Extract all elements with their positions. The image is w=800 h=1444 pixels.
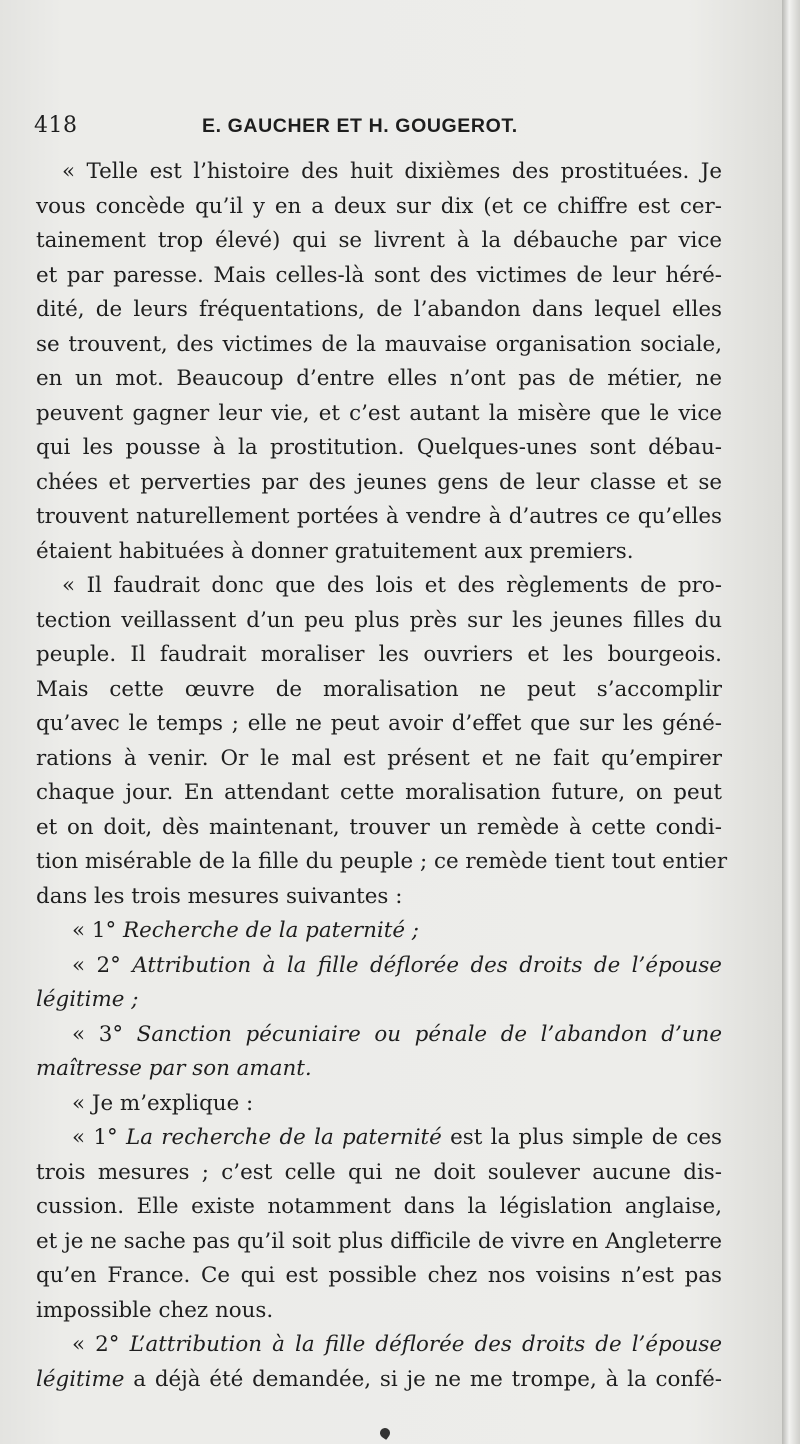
paragraph-two-line: [36, 1363, 722, 1398]
paragraph-two-start: [36, 1328, 722, 1363]
text-line: et par paresse. Mais celles-là sont des victimes de leur héré-: [36, 262, 722, 288]
measure-number: « 1°: [72, 918, 117, 943]
text-line: se trouvent, des victimes de la mauvaise organisation sociale,: [36, 331, 722, 357]
page-number: 418: [34, 113, 78, 138]
measure-two: [36, 949, 722, 984]
text-line: dité, de leurs fréquentations, de l’abandon dans lequel elles: [36, 297, 722, 322]
text-line: dans les trois mesures suivantes :: [36, 883, 403, 909]
text-line: tection veillassent d’un peu plus près sur les jeunes filles du: [36, 607, 722, 633]
text-line: vous concède qu’il y en a deux sur dix (et ce chiffre est cer-: [36, 193, 722, 219]
text-line: tion misérable de la fille du peuple ; ce remède tient tout entier: [36, 849, 728, 874]
text-line: chées et perverties par des jeunes gens de leur classe et se: [36, 469, 722, 495]
text-line: qui les pousse à la prostitution. Quelques-unes sont débau-: [36, 435, 722, 460]
measure-three: [36, 1018, 722, 1053]
body-text: [36, 155, 728, 1397]
text-line: chaque jour. En attendant cette moralisation future, on peut: [36, 780, 722, 805]
text-line: qu’avec le temps ; elle ne peut avoir d’effet que sur les géné-: [36, 711, 722, 736]
text-line: « Il faudrait donc que des lois et des règlements de pro-: [62, 573, 722, 598]
text-line: et on doit, dès maintenant, trouver un remède à cette condi-: [36, 814, 722, 840]
measure-text: Attribution à la fille déflorée des droits de l’épouse: [132, 952, 722, 978]
text-line: étaient habituées à donner gratuitement aux premiers.: [36, 538, 634, 564]
measure-number: « 3°: [72, 1021, 124, 1047]
measure-one: [36, 914, 722, 949]
explanation-intro: « Je m’explique :: [72, 1090, 254, 1116]
ink-mark: [378, 1426, 392, 1440]
page-edge: [782, 0, 800, 1444]
emphasis: légitime: [36, 1366, 125, 1392]
measure-text: Sanction pécuniaire ou pénale de l’abandon d’une: [136, 1021, 722, 1047]
text-line: « Telle est l’histoire des huit dixièmes des prostituées. Je: [62, 159, 722, 184]
text-line: qu’en France. Ce qui est possible chez nos voisins n’est pas: [36, 1263, 722, 1288]
text-line: tainement trop élevé) qui se livrent à la débauche par vice: [36, 228, 722, 253]
text-line: en un mot. Beaucoup d’entre elles n’ont pas de métier, ne: [36, 366, 722, 391]
text-line: Mais cette œuvre de moralisation ne peut s’accomplir: [36, 676, 722, 702]
text-line: cussion. Elle existe notamment dans la législation anglaise,: [36, 1194, 722, 1219]
text-line: trois mesures ; c’est celle qui ne doit soulever aucune dis-: [36, 1159, 722, 1185]
text-line: trouvent naturellement portées à vendre à d’autres ce qu’elles: [36, 504, 722, 529]
page-header: [34, 113, 734, 145]
text-line: impossible chez nous.: [36, 1297, 274, 1323]
measure-three-continued: maîtresse par son amant.: [36, 1056, 312, 1081]
emphasis: L’attribution à la fille déflorée des droits de l’épouse: [129, 1332, 722, 1357]
text-line: et je ne sache pas qu’il soit plus difficile de vivre en Angleterre: [36, 1228, 722, 1254]
paragraph-one-start: [36, 1121, 722, 1156]
text-fragment: a déjà été demandée, si je ne me trompe, à la confé-: [133, 1366, 722, 1392]
running-head: E. GAUCHER ET H. GOUGEROT.: [202, 115, 518, 137]
emphasis: La recherche de la paternité: [125, 1125, 442, 1150]
text-line: rations à venir. Or le mal est présent et ne fait qu’empirer: [36, 745, 722, 771]
measure-number: « 2°: [72, 952, 121, 978]
measure-number: « 1°: [72, 1125, 118, 1150]
text-line: peuple. Il faudrait moraliser les ouvriers et les bourgeois.: [36, 642, 722, 667]
text-fragment: est la plus simple de ces: [450, 1125, 722, 1150]
measure-two-continued: légitime ;: [36, 987, 139, 1012]
measure-text: Recherche de la paternité ;: [123, 918, 419, 943]
measure-number: « 2°: [72, 1332, 120, 1357]
text-line: peuvent gagner leur vie, et c’est autant la misère que le vice: [36, 400, 722, 426]
